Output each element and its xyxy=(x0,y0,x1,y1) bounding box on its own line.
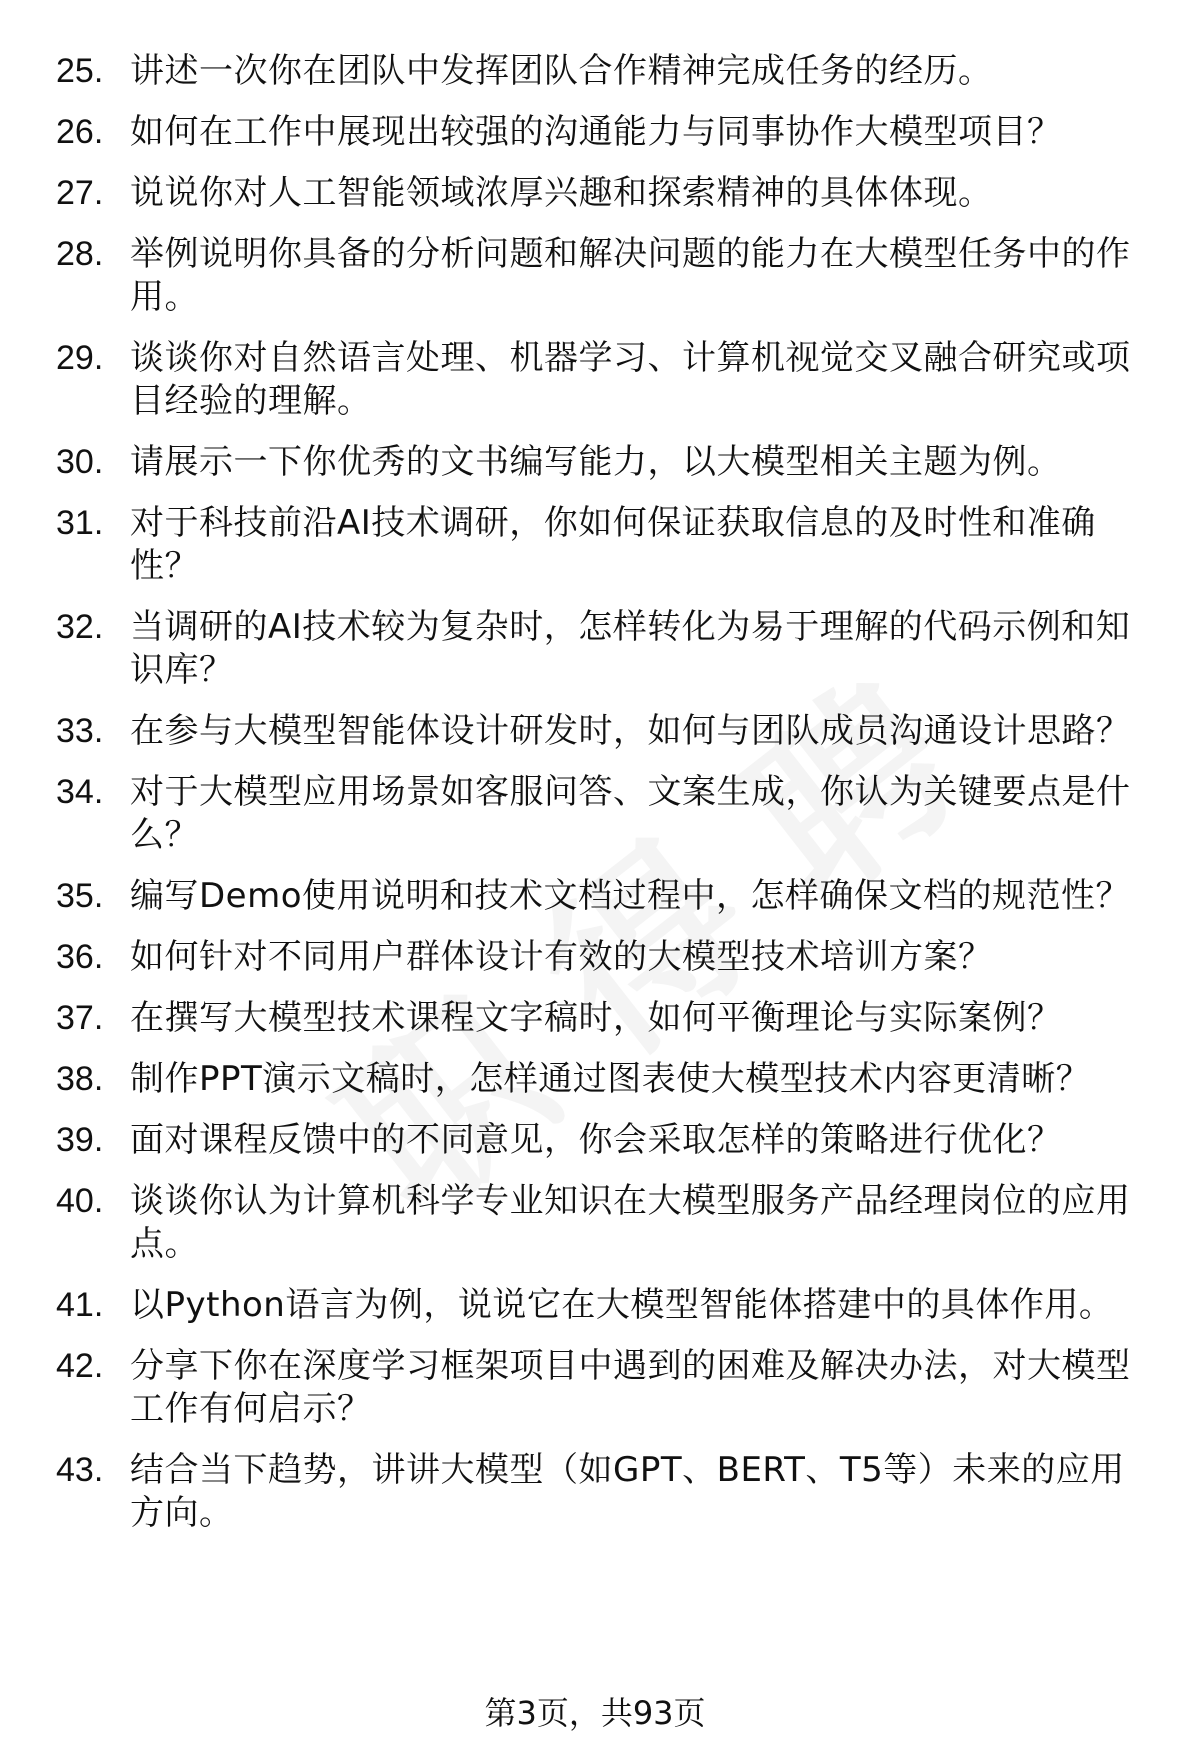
question-text: 讲述一次你在团队中发挥团队合作精神完成任务的经历。 xyxy=(130,51,993,91)
question-item xyxy=(56,441,1146,484)
question-text: 以Python语言为例，说说它在大模型智能体搭建中的具体作用。 xyxy=(130,1285,1114,1325)
question-item xyxy=(56,997,1146,1040)
question-item xyxy=(56,50,1146,93)
question-number: 40. xyxy=(56,1182,104,1220)
question-item xyxy=(56,875,1146,918)
question-number: 26. xyxy=(56,113,104,151)
question-list xyxy=(56,50,1146,1553)
question-item xyxy=(56,710,1146,753)
question-text: 当调研的AI技术较为复杂时，怎样转化为易于理解的代码示例和知识库？ xyxy=(130,607,1131,690)
question-text: 如何在工作中展现出较强的沟通能力与同事协作大模型项目？ xyxy=(130,112,1062,152)
question-number: 25. xyxy=(56,52,104,90)
question-text: 在撰写大模型技术课程文字稿时，如何平衡理论与实际案例？ xyxy=(130,998,1062,1038)
question-item xyxy=(56,1180,1146,1266)
question-text: 结合当下趋势，讲讲大模型（如GPT、BERT、T5等）未来的应用方向。 xyxy=(130,1450,1125,1533)
question-number: 42. xyxy=(56,1347,104,1385)
page-footer xyxy=(0,1693,1190,1733)
question-item xyxy=(56,606,1146,692)
question-number: 32. xyxy=(56,608,104,646)
question-text: 请展示一下你优秀的文书编写能力，以大模型相关主题为例。 xyxy=(130,442,1062,482)
question-number: 36. xyxy=(56,938,104,976)
question-item xyxy=(56,1058,1146,1101)
question-item xyxy=(56,1284,1146,1327)
question-number: 30. xyxy=(56,443,104,481)
question-item xyxy=(56,337,1146,423)
question-number: 39. xyxy=(56,1121,104,1159)
question-text: 如何针对不同用户群体设计有效的大模型技术培训方案？ xyxy=(130,937,993,977)
question-item xyxy=(56,111,1146,154)
page-number-label: 第3页，共93页 xyxy=(484,1694,706,1732)
question-text: 谈谈你认为计算机科学专业知识在大模型服务产品经理岗位的应用点。 xyxy=(130,1181,1131,1264)
question-item xyxy=(56,936,1146,979)
question-item xyxy=(56,172,1146,215)
question-item xyxy=(56,1345,1146,1431)
question-text: 面对课程反馈中的不同意见，你会采取怎样的策略进行优化？ xyxy=(130,1120,1062,1160)
question-item xyxy=(56,502,1146,588)
question-text: 说说你对人工智能领域浓厚兴趣和探索精神的具体体现。 xyxy=(130,173,993,213)
question-number: 31. xyxy=(56,504,104,542)
question-item xyxy=(56,233,1146,319)
question-text: 举例说明你具备的分析问题和解决问题的能力在大模型任务中的作用。 xyxy=(130,234,1131,317)
question-text: 编写Demo使用说明和技术文档过程中，怎样确保文档的规范性？ xyxy=(130,876,1131,916)
question-text: 制作PPT演示文稿时，怎样通过图表使大模型技术内容更清晰？ xyxy=(130,1059,1091,1099)
question-number: 35. xyxy=(56,877,104,915)
question-number: 34. xyxy=(56,773,104,811)
question-item xyxy=(56,771,1146,857)
question-number: 38. xyxy=(56,1060,104,1098)
question-number: 33. xyxy=(56,712,104,750)
question-text: 分享下你在深度学习框架项目中遇到的困难及解决办法，对大模型工作有何启示？ xyxy=(130,1346,1131,1429)
question-number: 28. xyxy=(56,235,104,273)
question-number: 37. xyxy=(56,999,104,1037)
question-number: 41. xyxy=(56,1286,104,1324)
question-item xyxy=(56,1119,1146,1162)
question-text: 对于科技前沿AI技术调研，你如何保证获取信息的及时性和准确性？ xyxy=(130,503,1096,586)
question-item xyxy=(56,1449,1146,1535)
question-number: 27. xyxy=(56,174,104,212)
question-number: 29. xyxy=(56,339,104,377)
question-number: 43. xyxy=(56,1451,104,1489)
question-text: 对于大模型应用场景如客服问答、文案生成，你认为关键要点是什么？ xyxy=(130,772,1131,855)
question-text: 谈谈你对自然语言处理、机器学习、计算机视觉交叉融合研究或项目经验的理解。 xyxy=(130,338,1131,421)
question-text: 在参与大模型智能体设计研发时，如何与团队成员沟通设计思路？ xyxy=(130,711,1131,751)
